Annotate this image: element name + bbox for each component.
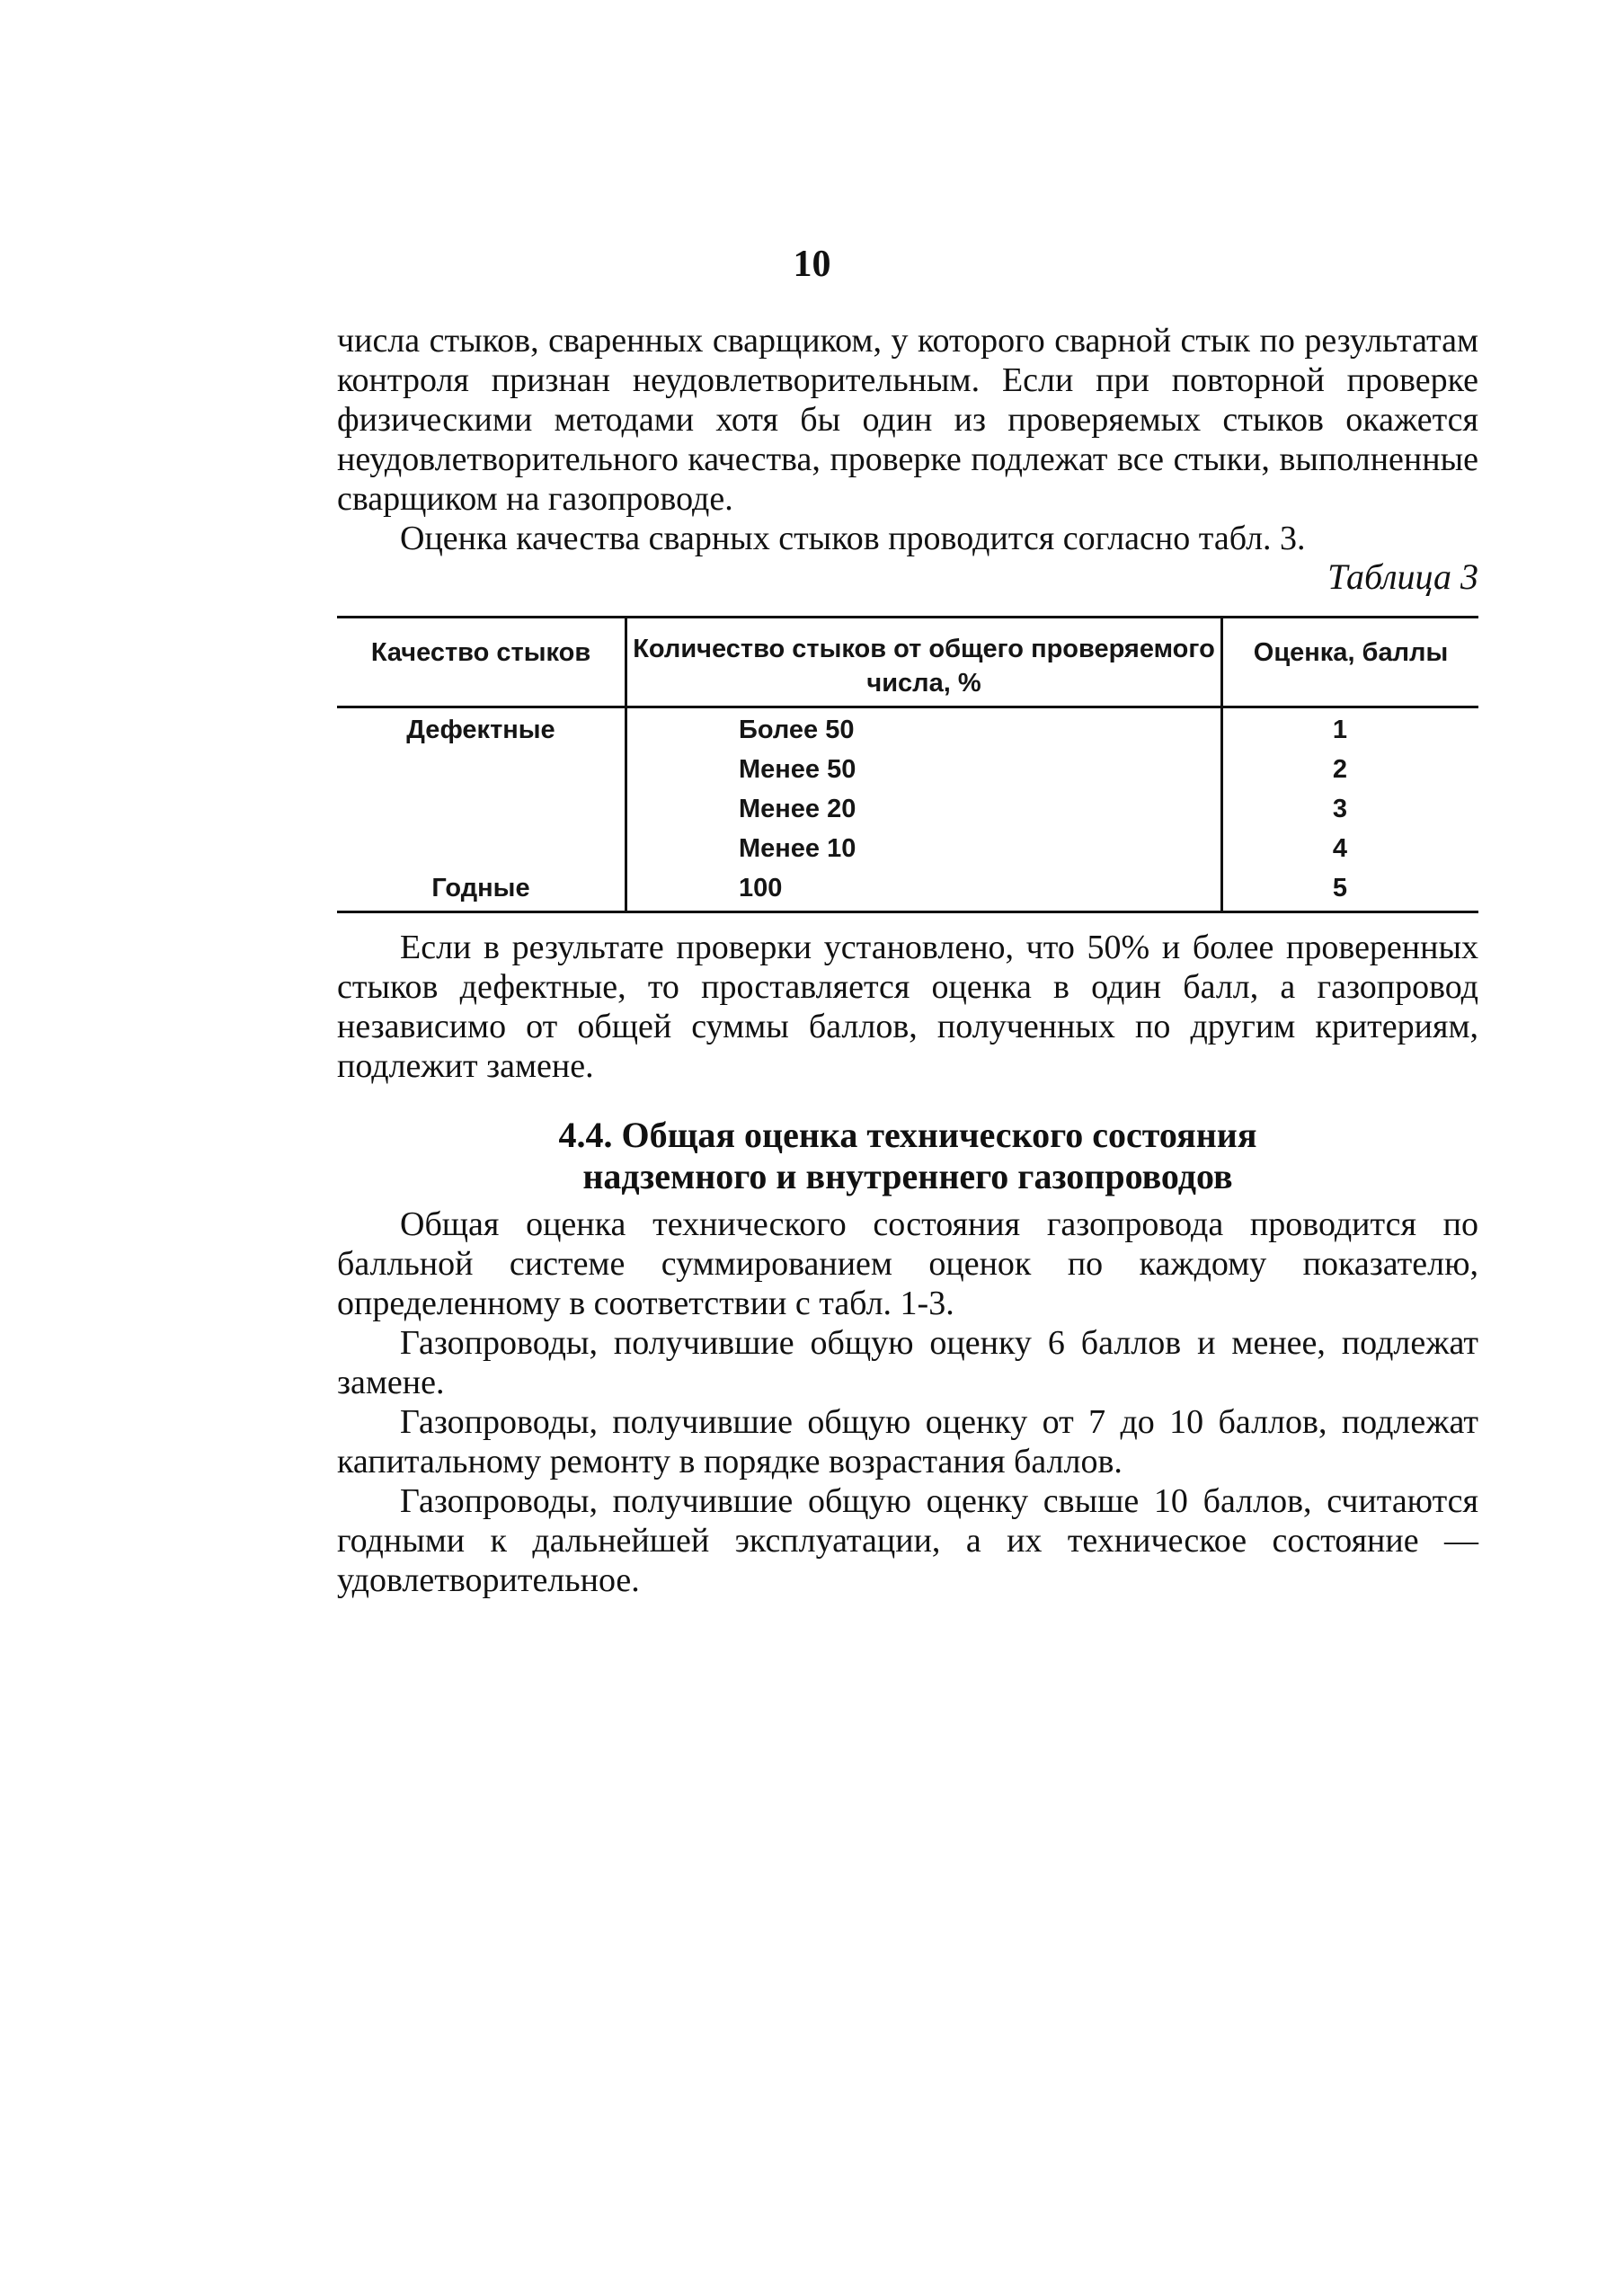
table-header-count: Количество стыков от общего проверяемого числа, % [633,635,1215,698]
section-heading [337,1115,1478,1197]
section-paragraph: Общая оценка технического состояния газопровода проводится по балльной системе суммированием оценок по каждому показателю, определенному в соответствии с табл. 1-3. [337,1205,1478,1322]
table-cell-quality: Дефектные [406,716,555,744]
paragraph-defect-block [337,928,1478,1086]
paragraph-continuation [337,321,1478,558]
table-cell-score: 1 [1332,716,1348,744]
section-heading-line-2: надземного и внутреннего газопроводов [582,1156,1233,1196]
table-cell-quality: Годные [431,874,530,902]
quality-table [337,616,1478,917]
table-header-rule [337,706,1478,708]
section-heading-line-1: 4.4. Общая оценка технического состояния [558,1115,1257,1155]
table-cell-count: Менее 10 [739,834,856,863]
paragraph-defect: Если в результате проверки установлено, что 50% и более проверенных стыков дефектные, то проставляется оценка в один балл, а газопровод независимо от общей суммы баллов, полученных по другим критериям, подлежит замене. [337,929,1478,1085]
table-header-score: Оценка, баллы [1253,638,1449,667]
paragraph-top: числа стыков, сваренных сварщиком, у которого сварной стык по результатам контроля признан неудовлетворительным. Если при повторной проверке физическими методами хотя бы один из проверяемых стыков окажется неудовлетворительного качества, проверке подлежат все стыки, выполненные сварщиком на газопроводе. [337,322,1478,518]
table-cell-count: Менее 20 [739,795,856,823]
section-paragraph: Газопроводы, получившие общую оценку от 7 до 10 баллов, подлежат капитальному ремонту в порядке возрастания баллов. [337,1403,1478,1480]
table-bottom-rule [337,911,1478,913]
table-cell-score: 2 [1332,755,1348,784]
page-number: 10 [793,244,831,285]
table-top-rule [337,616,1478,618]
table-cell-count: Более 50 [739,716,855,744]
section-body [337,1205,1478,1600]
section-paragraph: Газопроводы, получившие общую оценку 6 баллов и менее, подлежат замене. [337,1324,1478,1401]
paragraph-assessment: Оценка качества сварных стыков проводится согласно табл. 3. [400,520,1306,557]
table-header-quality: Качество стыков [370,638,591,667]
table-cell-count: 100 [739,874,783,902]
table-cell-score: 5 [1332,874,1348,902]
table-cell-count: Менее 50 [739,755,856,784]
table-caption: Таблица 3 [1327,556,1478,597]
table-cell-score: 4 [1332,834,1348,863]
section-paragraph: Газопроводы, получившие общую оценку свыше 10 баллов, считаются годными к дальнейшей эксплуатации, а их техническое состояние — удовлетворительное. [337,1482,1478,1599]
table-cell-score: 3 [1332,795,1348,823]
